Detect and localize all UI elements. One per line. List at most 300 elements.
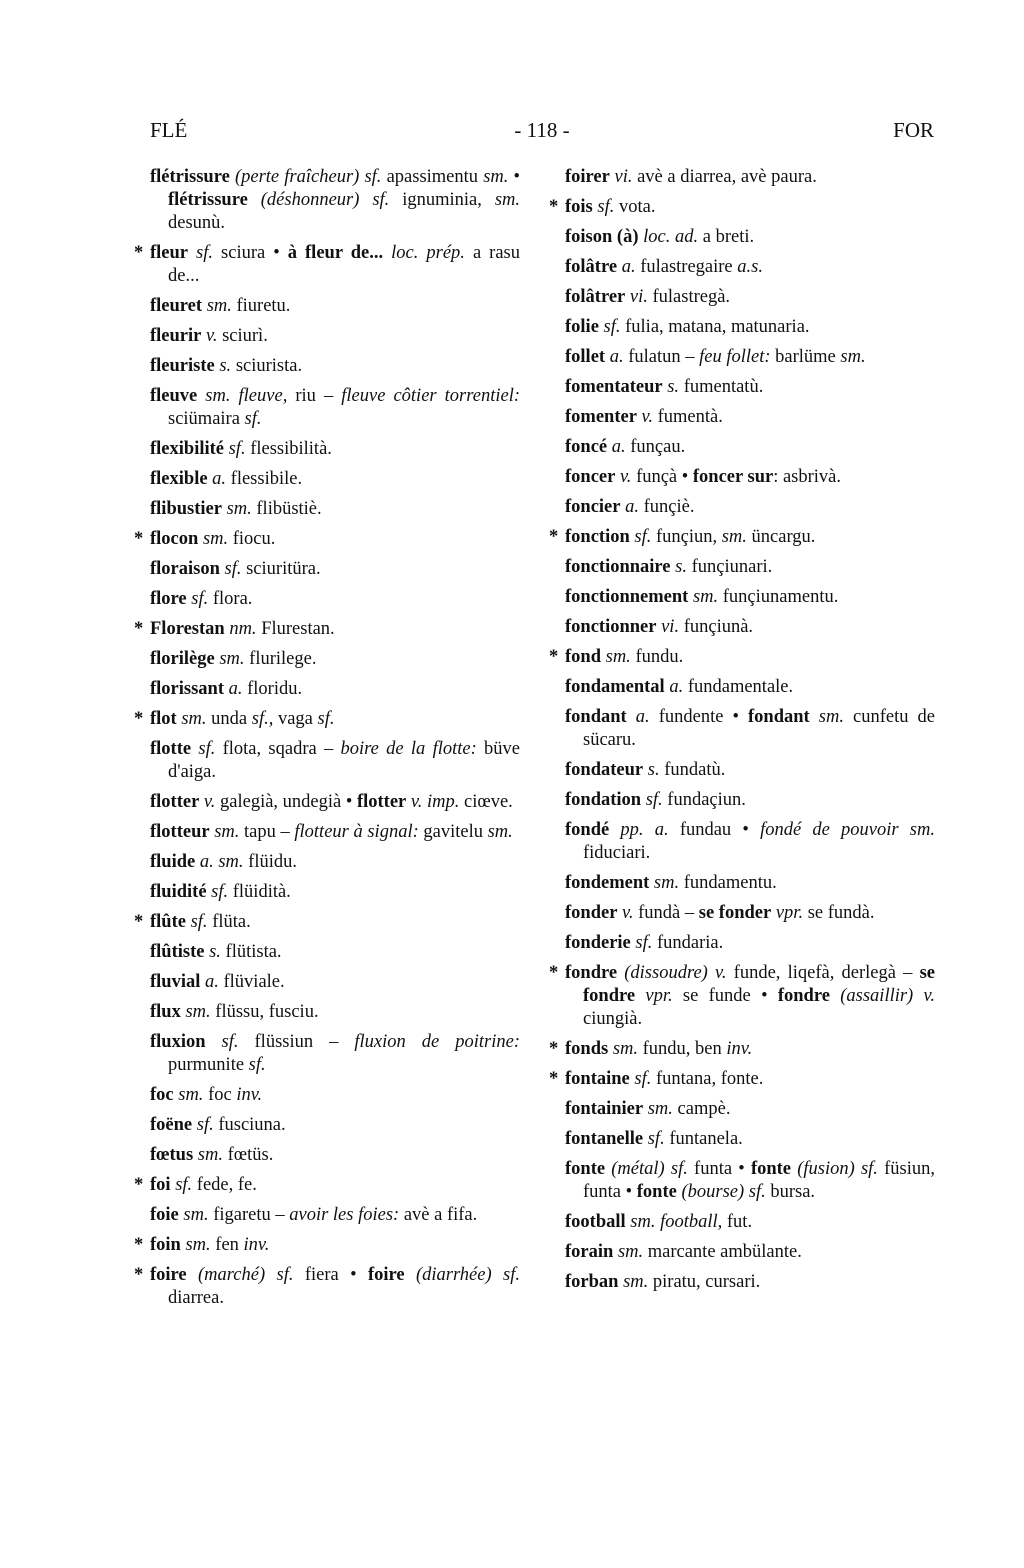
grammar-note: v.: [617, 903, 634, 923]
translation-text: a rasu de...: [168, 243, 521, 286]
translation-text: se fundà.: [803, 903, 875, 923]
translation-text: funtana, fonte.: [651, 1069, 764, 1089]
grammar-note: a.: [664, 677, 684, 697]
headword: foncier: [565, 497, 621, 517]
grammar-note: v. imp.: [406, 792, 460, 812]
asterisk-marker: *: [134, 912, 144, 932]
dictionary-entry: [549, 1038, 935, 1061]
grammar-note: sm.: [613, 1242, 644, 1262]
grammar-note: (marché) sf.: [186, 1265, 294, 1285]
translation-text: funçiè.: [638, 497, 695, 517]
translation-text: purmunite: [168, 1055, 249, 1075]
dictionary-entry: [565, 1271, 935, 1294]
dictionary-entry: [150, 1001, 520, 1024]
translation-text: fiera •: [293, 1265, 368, 1285]
grammar-note: (perte fraîcheur) sf.: [229, 167, 382, 187]
grammar-note: inv.: [726, 1039, 753, 1059]
translation-text: galegià, undegià •: [215, 792, 357, 812]
dictionary-entry: [150, 1031, 520, 1077]
left-column: [134, 166, 521, 1317]
dictionary-entry: [565, 586, 935, 609]
translation-text: flüssiun –: [238, 1032, 355, 1052]
dictionary-entry: [565, 436, 935, 459]
translation-text: desunù.: [168, 213, 226, 233]
translation-text: funçiunamentu.: [718, 587, 839, 607]
translation-text: sciuritüra.: [241, 559, 321, 579]
translation-text: cunfetu de sücaru.: [583, 707, 936, 750]
translation-text: barlüme: [770, 347, 841, 367]
dictionary-entry: [565, 1211, 935, 1234]
headword: fonte: [565, 1159, 606, 1179]
translation-text: gavitelu: [418, 822, 488, 842]
translation-text: flessibile.: [226, 469, 303, 489]
grammar-note: v.: [615, 467, 632, 487]
translation-text: fiduciari.: [583, 843, 651, 863]
headword: fontainier: [565, 1099, 644, 1119]
translation-text: marcante ambülante.: [643, 1242, 802, 1262]
grammar-note: nm.: [224, 619, 257, 639]
grammar-note: sf.: [317, 709, 335, 729]
dictionary-entry: [549, 526, 935, 549]
headword: fontaine: [565, 1069, 630, 1089]
translation-text: büve d'aiga.: [168, 739, 520, 782]
headword: foncé: [565, 437, 608, 457]
headword: foc: [150, 1085, 174, 1105]
dictionary-entry: [565, 406, 935, 429]
headword: fondre: [777, 986, 830, 1006]
dictionary-entry: [565, 789, 935, 812]
headword: forain: [565, 1242, 614, 1262]
header-right-guideword: FOR: [893, 118, 934, 142]
translation-text: flurilege.: [244, 649, 317, 669]
dictionary-entry: [565, 902, 935, 925]
headword: fonction: [565, 527, 630, 547]
translation-text: se funde •: [672, 986, 778, 1006]
headword: florilège: [150, 649, 215, 669]
grammar-note: s.: [204, 942, 221, 962]
translation-text: Flurestan.: [256, 619, 335, 639]
grammar-note: a.: [626, 707, 650, 727]
dictionary-entry: [565, 932, 935, 955]
headword: fluxion: [150, 1032, 206, 1052]
grammar-note: vpr.: [771, 903, 804, 923]
asterisk-marker: *: [134, 709, 144, 729]
dictionary-entry: [150, 881, 520, 904]
headword: fleur: [150, 243, 189, 263]
headword: se fondre: [583, 963, 935, 1006]
dictionary-entry: [549, 962, 935, 1031]
dictionary-entry: [134, 911, 520, 934]
translation-text: flüta.: [207, 912, 251, 932]
grammar-note: flotteur à signal:: [294, 822, 419, 842]
grammar-note: sf.: [192, 1115, 214, 1135]
dictionary-entry: [150, 1144, 520, 1167]
translation-text: fiuretu.: [231, 296, 291, 316]
translation-text: flora.: [208, 589, 253, 609]
dictionary-entry: [150, 438, 520, 461]
grammar-note: sm.: [173, 1085, 204, 1105]
headword: flibustier: [150, 499, 222, 519]
dictionary-entry: [150, 941, 520, 964]
grammar-note: vpr.: [635, 986, 673, 1006]
grammar-note: a. sm.: [195, 852, 244, 872]
dictionary-entry: [134, 528, 520, 551]
headword: foncer sur: [692, 467, 774, 487]
translation-text: campè.: [672, 1099, 731, 1119]
grammar-note: sm.: [180, 1235, 211, 1255]
page-header: [150, 118, 934, 148]
dictionary-entry: [150, 1114, 520, 1137]
dictionary-entry: [565, 316, 935, 339]
translation-text: fundamentale.: [683, 677, 794, 697]
headword: fomenter: [565, 407, 637, 427]
dictionary-entry: [150, 1084, 520, 1107]
headword: fleuve: [150, 386, 198, 406]
grammar-note: sm.: [487, 822, 513, 842]
dictionary-entry: [150, 166, 520, 235]
translation-text: fœtüs.: [222, 1145, 274, 1165]
headword: folâtre: [565, 257, 618, 277]
headword: fluvial: [150, 972, 201, 992]
headword: fleurir: [150, 326, 202, 346]
translation-text: fulia, matana, matunaria.: [620, 317, 810, 337]
grammar-note: sm.: [176, 709, 207, 729]
translation-text: foc: [203, 1085, 237, 1105]
headword: foison (à): [565, 227, 639, 247]
grammar-note: sf.: [205, 1032, 239, 1052]
translation-text: •: [508, 167, 521, 187]
translation-text: fiocu.: [228, 529, 276, 549]
headword: foirer: [565, 167, 610, 187]
dictionary-entry: [565, 819, 935, 865]
grammar-note: sm.: [809, 707, 844, 727]
grammar-note: feu follet:: [699, 347, 771, 367]
translation-text: fumentatù.: [679, 377, 764, 397]
grammar-note: (fusion) sf.: [791, 1159, 878, 1179]
dictionary-entry: [150, 1204, 520, 1227]
translation-text: bursa.: [765, 1182, 816, 1202]
grammar-note: loc. ad.: [638, 227, 699, 247]
headword: fonctionnaire: [565, 557, 671, 577]
dictionary-entry: [134, 1174, 520, 1197]
grammar-note: loc. prép.: [383, 243, 465, 263]
dictionary-entry: [134, 242, 521, 288]
translation-text: funçà •: [631, 467, 693, 487]
translation-text: unda: [206, 709, 252, 729]
dictionary-entry: [150, 588, 520, 611]
headword: follet: [565, 347, 606, 367]
headword: fontanelle: [565, 1129, 644, 1149]
dictionary-entry: [134, 708, 520, 731]
dictionary-entry: [150, 738, 520, 784]
dictionary-entry: [549, 1068, 935, 1091]
grammar-note: v.: [199, 792, 216, 812]
asterisk-marker: *: [549, 1069, 559, 1089]
grammar-note: sm. fleuve,: [197, 386, 288, 406]
grammar-note: sm.: [180, 1002, 211, 1022]
grammar-note: sf.: [630, 933, 653, 953]
grammar-note: sf.: [643, 1129, 665, 1149]
grammar-note: sf.: [641, 790, 663, 810]
headword: flotte: [150, 739, 192, 759]
grammar-note: sm.: [601, 647, 631, 667]
grammar-note: sf.: [629, 527, 652, 547]
dictionary-entry: [565, 346, 935, 369]
headword: football: [565, 1212, 626, 1232]
grammar-note: sm.: [198, 529, 229, 549]
dictionary-entry: [565, 1158, 935, 1204]
translation-text: fede, fe.: [192, 1175, 257, 1195]
grammar-note: a.: [607, 437, 626, 457]
grammar-note: sf.: [244, 409, 262, 429]
right-column: [549, 166, 936, 1301]
dictionary-entry: [565, 1241, 935, 1264]
grammar-note: s.: [662, 377, 680, 397]
headword: fondement: [565, 873, 650, 893]
headword: flux: [150, 1002, 181, 1022]
grammar-note: sm.: [202, 296, 232, 316]
translation-text: ignuminia,: [389, 190, 495, 210]
translation-text: funçiunari.: [686, 557, 773, 577]
grammar-note: a.: [620, 497, 639, 517]
grammar-note: sm. football,: [625, 1212, 723, 1232]
dictionary-entry: [150, 971, 520, 994]
grammar-note: inv.: [236, 1085, 263, 1105]
grammar-note: fondé de pouvoir sm.: [760, 820, 935, 840]
grammar-note: avoir les foies:: [289, 1205, 400, 1225]
asterisk-marker: *: [549, 647, 559, 667]
translation-text: fumentà.: [653, 407, 723, 427]
translation-text: flota, sqadra –: [215, 739, 341, 759]
headword: fluidité: [150, 882, 207, 902]
headword: fonderie: [565, 933, 631, 953]
grammar-note: s.: [214, 356, 232, 376]
translation-text: flüssu, fusciu.: [210, 1002, 319, 1022]
dictionary-entry: [565, 1128, 935, 1151]
headword: fonctionner: [565, 617, 657, 637]
headword: fondé: [565, 820, 610, 840]
grammar-note: sf.: [219, 559, 242, 579]
headword: fleuriste: [150, 356, 215, 376]
translation-text: sciurì.: [217, 326, 268, 346]
translation-text: funçiunà.: [679, 617, 754, 637]
headword: folâtrer: [565, 287, 626, 307]
dictionary-entry: [565, 872, 935, 895]
dictionary-entry: [549, 646, 935, 669]
headword: fleuret: [150, 296, 203, 316]
headword: Florestan: [150, 619, 225, 639]
grammar-note: sm.: [688, 587, 719, 607]
headword: fondant: [565, 707, 627, 727]
translation-text: füsiun, funta •: [583, 1159, 935, 1202]
asterisk-marker: *: [134, 619, 144, 639]
headword: foire: [150, 1265, 187, 1285]
dictionary-entry: [150, 355, 520, 378]
translation-text: fundente •: [649, 707, 749, 727]
dictionary-entry: [150, 821, 520, 844]
headword: fonte: [750, 1159, 792, 1179]
translation-text: avè a fifa.: [399, 1205, 478, 1225]
dictionary-entry: [565, 706, 935, 752]
translation-text: flütista.: [220, 942, 282, 962]
headword: fondre: [565, 963, 618, 983]
translation-text: fut.: [722, 1212, 753, 1232]
translation-text: fulastregà.: [647, 287, 731, 307]
grammar-note: a.: [605, 347, 624, 367]
headword: forban: [565, 1272, 619, 1292]
translation-text: fundaria.: [652, 933, 724, 953]
headword: flotteur: [150, 822, 210, 842]
grammar-note: sf.: [592, 197, 615, 217]
grammar-note: sf.: [629, 1069, 652, 1089]
grammar-note: a.: [224, 679, 243, 699]
dictionary-entry: [565, 676, 935, 699]
headword: fœtus: [150, 1145, 194, 1165]
grammar-note: sm.: [608, 1039, 639, 1059]
grammar-note: sm.: [643, 1099, 673, 1119]
grammar-note: sf.: [170, 1175, 193, 1195]
grammar-note: sm.: [178, 1205, 209, 1225]
headword: fondation: [565, 790, 642, 810]
translation-text: sciurista.: [231, 356, 303, 376]
headword: folie: [565, 317, 599, 337]
translation-text: vaga: [273, 709, 318, 729]
headword: flûte: [150, 912, 186, 932]
dictionary-entry: [565, 556, 935, 579]
headword: flot: [150, 709, 177, 729]
grammar-note: sm.: [721, 527, 747, 547]
translation-text: a breti.: [698, 227, 755, 247]
grammar-note: (déshonneur) sf.: [247, 190, 390, 210]
grammar-note: sm.: [193, 1145, 223, 1165]
translation-text: diarrea.: [168, 1288, 224, 1308]
translation-text: fundu.: [630, 647, 684, 667]
page-number: - 118 -: [514, 118, 570, 142]
grammar-note: sf.: [186, 589, 209, 609]
headword: se fonder: [698, 903, 772, 923]
dictionary-entry: [150, 791, 520, 814]
translation-text: avè a diarrea, avè paura.: [632, 167, 817, 187]
translation-text: floridu.: [242, 679, 303, 699]
grammar-note: vi.: [656, 617, 680, 637]
translation-text: tapu –: [239, 822, 295, 842]
grammar-note: vi.: [609, 167, 633, 187]
grammar-note: sm.: [494, 190, 520, 210]
grammar-note: fluxion de poitrine:: [354, 1032, 520, 1052]
dictionary-entry: [565, 166, 935, 189]
grammar-note: v.: [201, 326, 218, 346]
translation-text: fen: [210, 1235, 244, 1255]
dictionary-entry: [134, 1264, 520, 1310]
grammar-note: (métal) sf.: [605, 1159, 688, 1179]
translation-text: fundaçiun.: [662, 790, 746, 810]
headword: florissant: [150, 679, 224, 699]
headword: flotter: [356, 792, 407, 812]
headword: flocon: [150, 529, 199, 549]
headword: flotter: [150, 792, 200, 812]
dictionary-entry: [565, 226, 935, 249]
dictionary-entry: [565, 1098, 935, 1121]
translation-text: sciura •: [213, 243, 288, 263]
dictionary-entry: [150, 498, 520, 521]
translation-text: flüviale.: [218, 972, 285, 992]
translation-text: piratu, cursari.: [648, 1272, 761, 1292]
grammar-note: sm.: [221, 499, 252, 519]
dictionary-entry: [150, 851, 520, 874]
headword: foin: [150, 1235, 181, 1255]
translation-text: fusciuna.: [213, 1115, 286, 1135]
translation-text: funtanela.: [664, 1129, 743, 1149]
headword: fonder: [565, 903, 618, 923]
asterisk-marker: *: [134, 529, 144, 549]
grammar-note: sf.,: [251, 709, 274, 729]
headword: fond: [565, 647, 601, 667]
grammar-note: (assaillir) v.: [829, 986, 935, 1006]
dictionary-entry: [150, 468, 520, 491]
headword: fondamental: [565, 677, 665, 697]
headword: floraison: [150, 559, 220, 579]
grammar-note: sf.: [185, 912, 208, 932]
grammar-note: sf.: [188, 243, 214, 263]
headword: flexibilité: [150, 439, 224, 459]
grammar-note: s.: [670, 557, 687, 577]
translation-text: riu –: [287, 386, 342, 406]
grammar-note: sm.: [649, 873, 680, 893]
translation-text: funçau.: [625, 437, 686, 457]
headword: fondateur: [565, 760, 644, 780]
dictionary-entry: [565, 286, 935, 309]
dictionary-entry: [150, 558, 520, 581]
translation-text: funde, liqefà, derlegà –: [726, 963, 920, 983]
translation-text: flüidu.: [243, 852, 297, 872]
translation-text: fundu, ben: [638, 1039, 727, 1059]
translation-text: fundatù.: [659, 760, 726, 780]
translation-text: flibüstiè.: [251, 499, 322, 519]
headword: flétrissure: [168, 190, 248, 210]
grammar-note: sf.: [598, 317, 621, 337]
grammar-note: a.: [200, 972, 219, 992]
translation-text: fundà –: [633, 903, 699, 923]
grammar-note: (diarrhée) sf.: [404, 1265, 520, 1285]
headword: flore: [150, 589, 187, 609]
asterisk-marker: *: [549, 963, 559, 983]
translation-text: fundau •: [668, 820, 761, 840]
translation-text: sciümaira: [168, 409, 245, 429]
headword: foie: [150, 1205, 179, 1225]
dictionary-entry: [150, 295, 520, 318]
asterisk-marker: *: [549, 197, 559, 217]
translation-text: funçiun,: [651, 527, 722, 547]
headword: foire: [367, 1265, 405, 1285]
translation-text: apassimentu: [381, 167, 484, 187]
headword: fois: [565, 197, 593, 217]
grammar-note: sf.: [191, 739, 216, 759]
headword: flexible: [150, 469, 208, 489]
grammar-note: sm.: [209, 822, 240, 842]
asterisk-marker: *: [134, 1175, 144, 1195]
headword: foi: [150, 1175, 171, 1195]
headword: fonte: [636, 1182, 677, 1202]
asterisk-marker: *: [549, 527, 559, 547]
headword: fondant: [748, 707, 810, 727]
grammar-note: a.s.: [737, 257, 763, 277]
grammar-note: sm.: [618, 1272, 649, 1292]
headword: fomentateur: [565, 377, 663, 397]
translation-text: vota.: [614, 197, 656, 217]
translation-text: figaretu –: [208, 1205, 290, 1225]
headword: foëne: [150, 1115, 193, 1135]
translation-text: flessibilità.: [245, 439, 332, 459]
